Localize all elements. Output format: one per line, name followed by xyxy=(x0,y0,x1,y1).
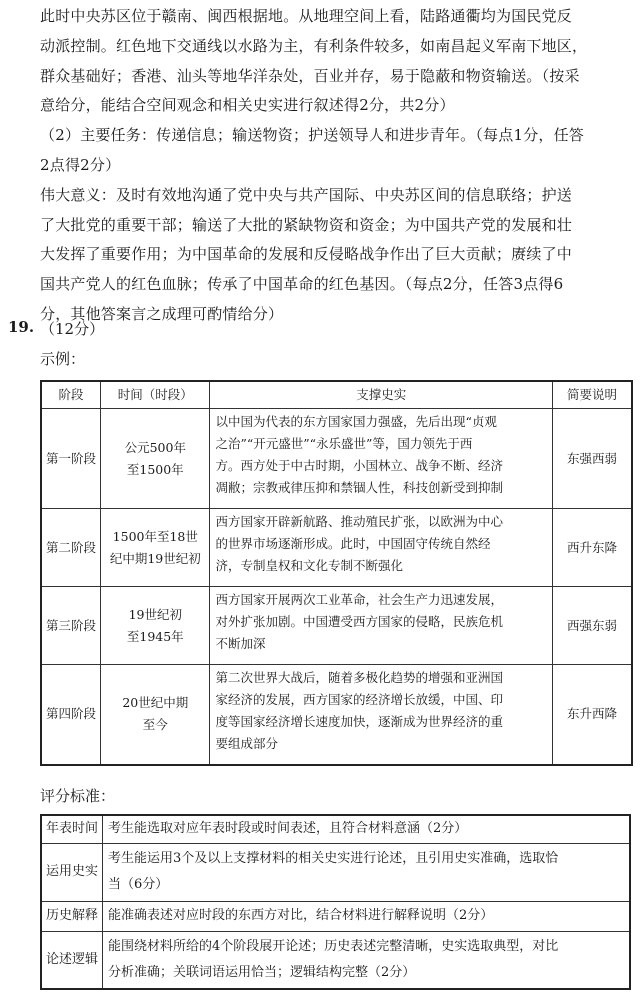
text-line: 了大批党的重要干部；输送了大批的紧缺物资和资金；为中国共产党的发展和壮 xyxy=(40,215,573,234)
text-line: 此时中央苏区位于赣南、闽西根据地。从地理空间上看，陆路通衢均为国民党反 xyxy=(40,7,573,25)
criterion-text xyxy=(103,901,631,931)
time-line: 至今 xyxy=(142,717,168,733)
time-line: 20世纪中期 xyxy=(122,695,189,711)
criterion-line: 分析准确；关联词语运用恰当；逻辑结构完整（2分） xyxy=(108,964,416,980)
text-line: 群众基础好；香港、汕头等地华洋杂处，百业并存，易于隐蔽和物资输送。（按采 xyxy=(40,66,580,85)
summary-cell: 东升西降 xyxy=(553,665,632,765)
stage-table-header xyxy=(41,381,632,409)
facts-line: 家经济的发展，西方国家的经济增长放缓，中国、印 xyxy=(215,692,503,707)
time-line: 1500年至18世 xyxy=(112,528,198,544)
text-line: （2）主要任务：传递信息；输送物资；护送领导人和进步青年。（每点1分，任答 xyxy=(40,126,584,145)
facts-cell xyxy=(210,587,553,665)
criterion-line: 当（6分） xyxy=(108,877,169,892)
time-line: 公元500年 xyxy=(124,439,186,455)
summary-cell: 西升东降 xyxy=(553,509,632,587)
text-line: 意给分，能结合空间观念和相关史实进行叙述得2分，共2分） xyxy=(40,96,455,115)
criterion-name: 运用史实 xyxy=(41,843,103,901)
time-line: 19世纪初 xyxy=(128,606,182,622)
facts-line: 要组成部分 xyxy=(215,736,278,751)
facts-cell xyxy=(210,409,553,509)
text-line: 伟大意义：及时有效地沟通了党中央与共产国际、中央苏区间的信息联络；护送 xyxy=(40,185,573,204)
time-cell xyxy=(101,587,210,665)
scoring-row xyxy=(41,931,630,989)
table-row xyxy=(41,409,632,509)
table-row xyxy=(41,665,632,765)
scoring-row xyxy=(41,843,630,901)
criterion-name: 历史解释 xyxy=(41,901,103,931)
criterion-text xyxy=(103,843,631,901)
table-row xyxy=(41,587,632,665)
text-line: 大发挥了重要作用；为中国革命的发展和反侵略战争作出了巨大贡献；赓续了中 xyxy=(40,245,573,264)
criterion-line: 能围绕材料所给的4个阶段展开论述；历史表述完整清晰，史实选取典型，对比 xyxy=(108,938,559,954)
facts-line: 不断加深 xyxy=(215,636,266,651)
answer-18-text xyxy=(40,2,632,330)
criterion-name: 论述逻辑 xyxy=(41,931,103,989)
facts-line: 以中国为代表的东方国家国力强盛，先后出现“贞观 xyxy=(215,414,497,429)
criterion-name: 年表时间 xyxy=(41,815,103,843)
criterion-line: 能准确表述对应时段的东西方对比，结合材料进行解释说明（2分） xyxy=(108,908,494,923)
stage-cell: 第三阶段 xyxy=(41,587,101,665)
scoring-table xyxy=(40,814,631,990)
scoring-label: 评分标准： xyxy=(40,787,116,805)
facts-line: 方。西方处于中古时期，小国林立、战争不断、经济 xyxy=(215,458,503,473)
table-row xyxy=(41,509,632,587)
text-line: 分，其他答案言之成理可酌情给分） xyxy=(40,304,284,323)
header-time: 时间（时段） xyxy=(101,381,210,409)
summary-cell: 西强东弱 xyxy=(553,587,632,665)
stage-table xyxy=(40,380,633,766)
facts-line: 的世界市场逐渐形成。此时，中国固守传统自然经 xyxy=(215,536,491,551)
facts-line: 济，专制皇权和文化专制不断强化 xyxy=(215,558,403,573)
time-cell xyxy=(101,665,210,765)
summary-cell: 东强西弱 xyxy=(553,409,632,509)
criterion-line: 考生能运用3个及以上支撑材料的相关史实进行论述，且引用史实准确，选取恰 xyxy=(108,851,559,866)
time-line: 至1500年 xyxy=(126,461,184,477)
facts-line: 之治”“开元盛世”“永乐盛世”等，国力领先于西 xyxy=(215,436,473,451)
time-line: 至1945年 xyxy=(126,628,184,644)
facts-cell xyxy=(210,665,553,765)
facts-line: 度等国家经济增长速度加快，逐渐成为世界经济的重 xyxy=(215,714,503,729)
question-points: （12分） xyxy=(40,320,105,338)
facts-line: 凋敝；宗教戒律压抑和禁锢人性，科技创新受到抑制 xyxy=(215,480,503,495)
question-number: 19. xyxy=(8,318,35,336)
header-summary: 简要说明 xyxy=(553,381,632,409)
scoring-row xyxy=(41,815,630,843)
facts-line: 西方国家开展两次工业革命，社会生产力迅速发展， xyxy=(215,592,503,607)
header-stage: 阶段 xyxy=(41,381,101,409)
facts-line: 西方国家开辟新航路、推动殖民扩张，以欧洲为中心 xyxy=(215,514,503,529)
criterion-text xyxy=(103,931,631,989)
text-line: 动派控制。红色地下交通线以水路为主，有利条件较多，如南昌起义军南下地区， xyxy=(40,36,588,55)
stage-cell: 第二阶段 xyxy=(41,509,101,587)
time-line: 纪中期19世纪初 xyxy=(109,550,201,566)
scoring-row xyxy=(41,901,630,931)
facts-cell xyxy=(210,509,553,587)
facts-line: 第二次世界大战后，随着多极化趋势的增强和亚洲国 xyxy=(215,670,503,685)
time-cell xyxy=(101,409,210,509)
example-label: 示例： xyxy=(40,350,86,368)
time-cell xyxy=(101,509,210,587)
header-facts: 支撑史实 xyxy=(210,381,553,409)
facts-line: 对外扩张加剧。中国遭受西方国家的侵略，民族危机 xyxy=(215,614,503,629)
criterion-text xyxy=(103,815,631,843)
text-line: 2点得2分） xyxy=(40,155,121,174)
text-line: 国共产党人的红色血脉；传承了中国革命的红色基因。（每点2分，任答3点得6 xyxy=(40,275,564,294)
criterion-line: 考生能选取对应年表时段或时间表述，且符合材料意涵（2分） xyxy=(108,821,468,837)
stage-cell: 第一阶段 xyxy=(41,409,101,509)
stage-cell: 第四阶段 xyxy=(41,665,101,765)
